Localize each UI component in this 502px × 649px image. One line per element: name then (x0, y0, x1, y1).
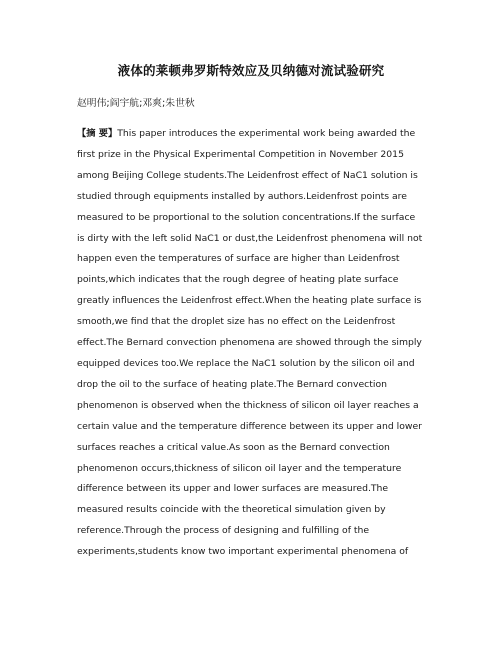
abstract-line: smooth,we find that the droplet size has no effect on the Leidenfrost (77, 316, 396, 328)
abstract-line: happen even the temperatures of surface are higher than Leidenfrost (77, 253, 400, 265)
abstract-line: studied through equipments installed by authors.Leidenfrost points are (77, 190, 407, 202)
abstract-line-text: This paper introduces the experimental work being awarded the (117, 128, 416, 139)
abstract-line: surfaces reaches a critical value.As soon as the Bernard convection (77, 441, 390, 453)
paper-title: 液体的莱顿弗罗斯特效应及贝纳德对流试验研究 (117, 63, 385, 78)
abstract-line: is dirty with the left solid NaC1 or dust,the Leidenfrost phenomena will not (77, 232, 423, 244)
abstract-line: reference.Through the process of designing and fulfilling of the (77, 525, 370, 537)
abstract-line: equipped devices too.We replace the NaC1 solution by the silicon oil and (77, 357, 415, 369)
abstract-line: drop the oil to the surface of heating plate.The Bernard convection (77, 378, 387, 390)
abstract-line (77, 124, 441, 145)
abstract-line: measured to be proportional to the solution concentrations.If the surface (77, 211, 416, 223)
abstract-line: experiments,students know two important experimental phenomena of (77, 546, 409, 558)
abstract-label: 【摘 要】 (77, 128, 118, 139)
abstract-line: certain value and the temperature difference between its upper and lower (77, 420, 422, 432)
abstract-line: points,which indicates that the rough degree of heating plate surface (77, 274, 399, 286)
abstract-line: measured results coincide with the theoretical simulation given by (77, 504, 386, 516)
paper-authors: 赵明伟;阎宇航;邓爽;朱世秋 (77, 98, 195, 109)
abstract-line: among Beijing College students.The Leidenfrost effect of NaC1 solution is (77, 169, 418, 181)
abstract-line: difference between its upper and lower surfaces are measured.The (77, 483, 389, 495)
abstract-block (77, 124, 441, 563)
abstract-line: phenomenon occurs,thickness of silicon oil layer and the temperature (77, 462, 402, 474)
abstract-line: first prize in the Physical Experimental Competition in November 2015 (77, 148, 404, 160)
abstract-line: effect.The Bernard convection phenomena are showed through the simply (77, 337, 422, 349)
abstract-line: greatly influences the Leidenfrost effect.When the heating plate surface is (77, 295, 422, 307)
abstract-line: phenomenon is observed when the thickness of silicon oil layer reaches a (77, 399, 419, 411)
